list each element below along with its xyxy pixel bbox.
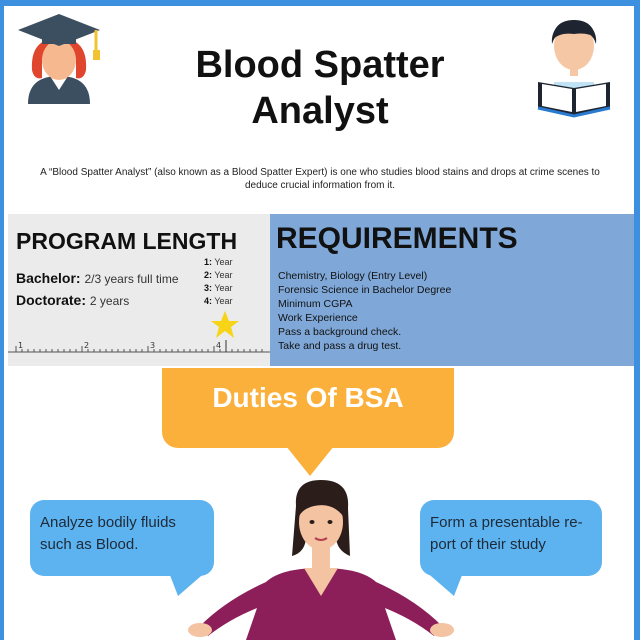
requirement-item: Forensic Science in Bachelor Degree <box>278 284 452 296</box>
duty-left-line1: Analyze bodily fluids <box>40 514 176 531</box>
duty-right-line2: port of their study <box>430 536 546 553</box>
year-1-num: 1: <box>204 257 213 267</box>
requirements-panel <box>270 214 634 366</box>
requirement-item: Work Experience <box>278 312 358 324</box>
page-title-line2: Analyst <box>251 90 389 132</box>
year-marker-2 <box>204 270 233 280</box>
duties-banner-tail <box>286 446 334 476</box>
duties-banner <box>162 368 454 448</box>
intro-text: A “Blood Spatter Analyst” (also known as a Blood Spatter Expert) is one who studies blood stains and drops at crime scenes to deduce crucial information from it. <box>40 167 600 191</box>
duty-right-line1: Form a presentable re- <box>430 514 583 531</box>
left-frame-border <box>0 0 4 640</box>
year-marker-4 <box>204 296 233 306</box>
year-4-text: Year <box>214 296 233 306</box>
year-1-text: Year <box>214 257 233 267</box>
year-4-num: 4: <box>204 296 213 306</box>
duty-left-text <box>40 512 176 556</box>
graduate-icon <box>14 8 104 108</box>
doctorate-label: Doctorate: <box>16 292 87 308</box>
ruler <box>8 336 270 366</box>
bachelor-label: Bachelor: <box>16 270 81 286</box>
right-frame-border <box>634 0 640 640</box>
requirements-title: REQUIREMENTS <box>276 222 518 255</box>
duty-left-line2: such as Blood. <box>40 536 139 553</box>
requirement-item: Minimum CGPA <box>278 298 353 310</box>
year-marker-3 <box>204 283 233 293</box>
program-length-panel <box>8 214 270 366</box>
year-marker-1 <box>204 257 233 267</box>
page-title-line1: Blood Spatter <box>195 44 445 86</box>
analyst-woman-illustration <box>186 476 456 640</box>
ruler-mark-2: 2 <box>84 341 90 350</box>
ruler-mark-1: 1 <box>18 341 24 350</box>
year-2-text: Year <box>214 270 233 280</box>
duties-title: Duties Of BSA <box>212 382 404 413</box>
doctorate-row <box>16 292 129 308</box>
requirement-item: Take and pass a drug test. <box>278 340 402 352</box>
bachelor-value: 2/3 years full time <box>84 272 179 286</box>
year-3-text: Year <box>214 283 233 293</box>
year-3-num: 3: <box>204 283 213 293</box>
requirement-item: Chemistry, Biology (Entry Level) <box>278 270 428 282</box>
ruler-mark-4: 4 <box>216 341 222 350</box>
ruler-ticks <box>16 346 262 352</box>
reader-icon <box>532 8 616 118</box>
top-frame-border <box>0 0 640 6</box>
requirement-item: Pass a background check. <box>278 326 402 338</box>
bachelor-row <box>16 270 179 286</box>
page-title <box>140 42 500 134</box>
year-2-num: 2: <box>204 270 213 280</box>
ruler-mark-3: 3 <box>150 341 156 350</box>
doctorate-value: 2 years <box>89 294 130 308</box>
program-length-title: PROGRAM LENGTH <box>16 228 238 254</box>
